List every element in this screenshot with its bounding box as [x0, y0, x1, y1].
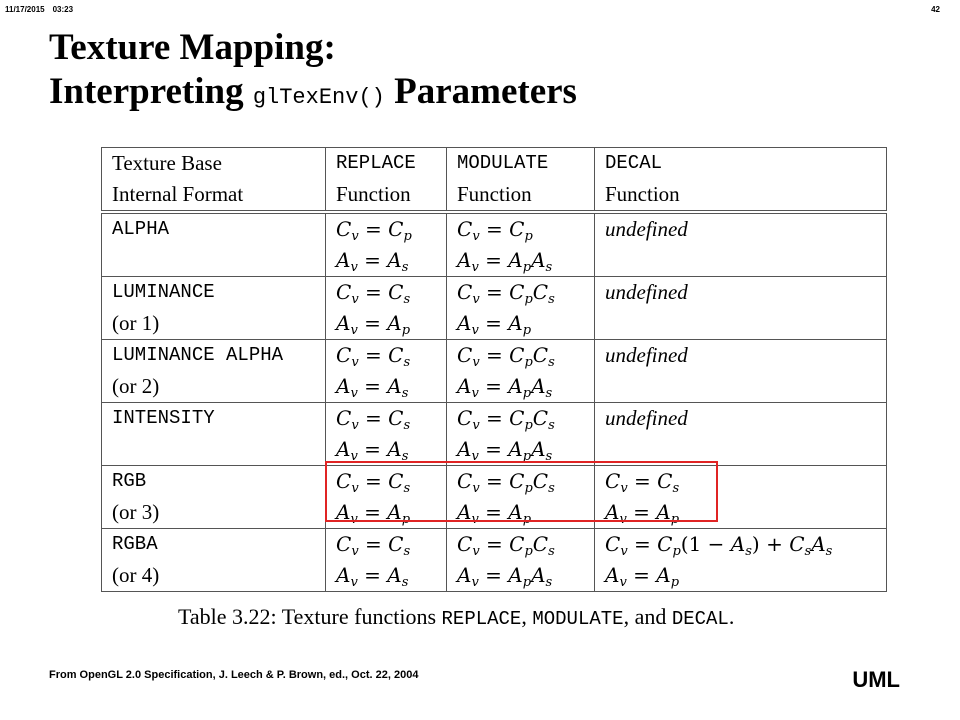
equation: $A_v = A_pA_s$: [457, 248, 553, 275]
equation: $A_v = A_pA_s$: [457, 374, 553, 401]
slide-time: 03:23: [52, 5, 74, 14]
equation: $A_v = A_pA_s$: [457, 437, 553, 464]
undefined-text: undefined: [605, 280, 688, 304]
slide-title: [49, 26, 577, 120]
header-cell-line: Function: [605, 182, 680, 206]
table-row: [102, 214, 887, 277]
caption-end: .: [728, 604, 735, 629]
texture-functions-table: [101, 213, 887, 592]
equation: $C_v = C_s$: [336, 469, 411, 496]
equation: $C_v = C_p(1 - A_s) + C_sA_s$: [605, 532, 833, 559]
modulate-cell: [447, 403, 595, 466]
format-name: LUMINANCE: [112, 281, 215, 303]
table-body: [102, 214, 887, 592]
equation: $C_v = C_pC_s$: [457, 280, 555, 307]
equation: $C_v = C_pC_s$: [457, 406, 555, 433]
header-cell-line: Texture Base: [112, 151, 222, 175]
caption-sep2: , and: [623, 604, 667, 629]
equation: $C_v = C_s$: [336, 532, 411, 559]
title-line-1: Texture Mapping:: [49, 27, 336, 68]
undefined-text: undefined: [605, 217, 688, 241]
header-cell-line: REPLACE: [336, 152, 416, 174]
header-cell-line: MODULATE: [457, 152, 549, 174]
format-cell: [102, 403, 326, 466]
equation: $A_v = A_s$: [336, 248, 409, 275]
format-alt: (or 3): [112, 500, 160, 524]
equation: $A_v = A_p$: [605, 500, 680, 527]
caption-modulate: MODULATE: [532, 608, 624, 630]
format-alt: [112, 245, 315, 276]
equation: $C_v = C_pC_s$: [457, 343, 555, 370]
table-row: [102, 466, 887, 529]
equation: $A_v = A_pA_s$: [457, 563, 553, 590]
equation: $A_v = A_p$: [336, 311, 411, 338]
equation: $C_v = C_p$: [457, 217, 533, 244]
equation: $C_v = C_s$: [336, 280, 411, 307]
decal-cell: [595, 277, 887, 340]
format-cell: [102, 214, 326, 277]
modulate-cell: [447, 277, 595, 340]
decal-cell: [595, 340, 887, 403]
table-caption: [178, 604, 734, 630]
modulate-cell: [447, 466, 595, 529]
decal-cell: [595, 214, 887, 277]
equation: $A_v = A_p$: [457, 500, 532, 527]
decal-cell: [595, 403, 887, 466]
title-code: glTexEnv(): [252, 85, 385, 110]
format-alt: [112, 434, 315, 465]
title-prefix: Interpreting: [49, 71, 244, 112]
format-name: ALPHA: [112, 218, 170, 240]
header-cell-line: Function: [336, 182, 411, 206]
format-cell: [102, 277, 326, 340]
equation: $A_v = A_s$: [336, 437, 409, 464]
format-alt: (or 1): [112, 311, 160, 335]
replace-cell: [326, 403, 447, 466]
title-suffix: Parameters: [394, 71, 577, 112]
source-footnote: From OpenGL 2.0 Specification, J. Leech & P. Brown, ed., Oct. 22, 2004: [49, 669, 419, 681]
format-name: RGBA: [112, 533, 158, 555]
replace-cell: [326, 214, 447, 277]
slide-date: 11/17/2015: [5, 5, 45, 14]
table-row: [102, 403, 887, 466]
modulate-cell: [447, 340, 595, 403]
undefined-text: undefined: [605, 343, 688, 367]
texture-functions-table-header: [101, 147, 887, 211]
equation: $A_v = A_p$: [336, 500, 411, 527]
equation: $A_v = A_s$: [336, 563, 409, 590]
table-row: [102, 277, 887, 340]
header-cell: [595, 148, 887, 211]
modulate-cell: [447, 214, 595, 277]
header-cell: [102, 148, 326, 211]
caption-sep1: ,: [521, 604, 527, 629]
slide-page-number: 42: [931, 5, 940, 14]
equation: $C_v = C_s$: [336, 343, 411, 370]
format-name: RGB: [112, 470, 147, 492]
equation: $A_v = A_s$: [336, 374, 409, 401]
header-cell: [447, 148, 595, 211]
replace-cell: [326, 529, 447, 592]
equation: $C_v = C_pC_s$: [457, 532, 555, 559]
format-cell: [102, 466, 326, 529]
table-row: [102, 340, 887, 403]
format-name: LUMINANCE ALPHA: [112, 344, 284, 366]
header-cell: [326, 148, 447, 211]
equation: $C_v = C_pC_s$: [457, 469, 555, 496]
caption-prefix: Table 3.22: Texture functions: [178, 604, 437, 629]
title-line-2: [49, 70, 577, 120]
decal-cell: [595, 466, 887, 529]
table-row: [102, 529, 887, 592]
equation: $C_v = C_s$: [336, 406, 411, 433]
table-header-row: [102, 148, 887, 211]
decal-cell: [595, 529, 887, 592]
undefined-text: undefined: [605, 406, 688, 430]
header-cell-line: Internal Format: [112, 182, 244, 206]
slide-header-datetime: [5, 5, 73, 14]
replace-cell: [326, 466, 447, 529]
format-cell: [102, 340, 326, 403]
equation: $A_v = A_p$: [605, 563, 680, 590]
caption-replace: REPLACE: [441, 608, 522, 630]
format-alt: (or 2): [112, 374, 160, 398]
caption-decal: DECAL: [671, 608, 729, 630]
replace-cell: [326, 277, 447, 340]
modulate-cell: [447, 529, 595, 592]
header-cell-line: Function: [457, 182, 532, 206]
equation: $C_v = C_p$: [336, 217, 412, 244]
format-alt: (or 4): [112, 563, 160, 587]
format-cell: [102, 529, 326, 592]
header-cell-line: DECAL: [605, 152, 663, 174]
format-name: INTENSITY: [112, 407, 215, 429]
replace-cell: [326, 340, 447, 403]
equation: $A_v = A_p$: [457, 311, 532, 338]
equation: $C_v = C_s$: [605, 469, 680, 496]
brand-logo-text: UML: [852, 667, 900, 692]
